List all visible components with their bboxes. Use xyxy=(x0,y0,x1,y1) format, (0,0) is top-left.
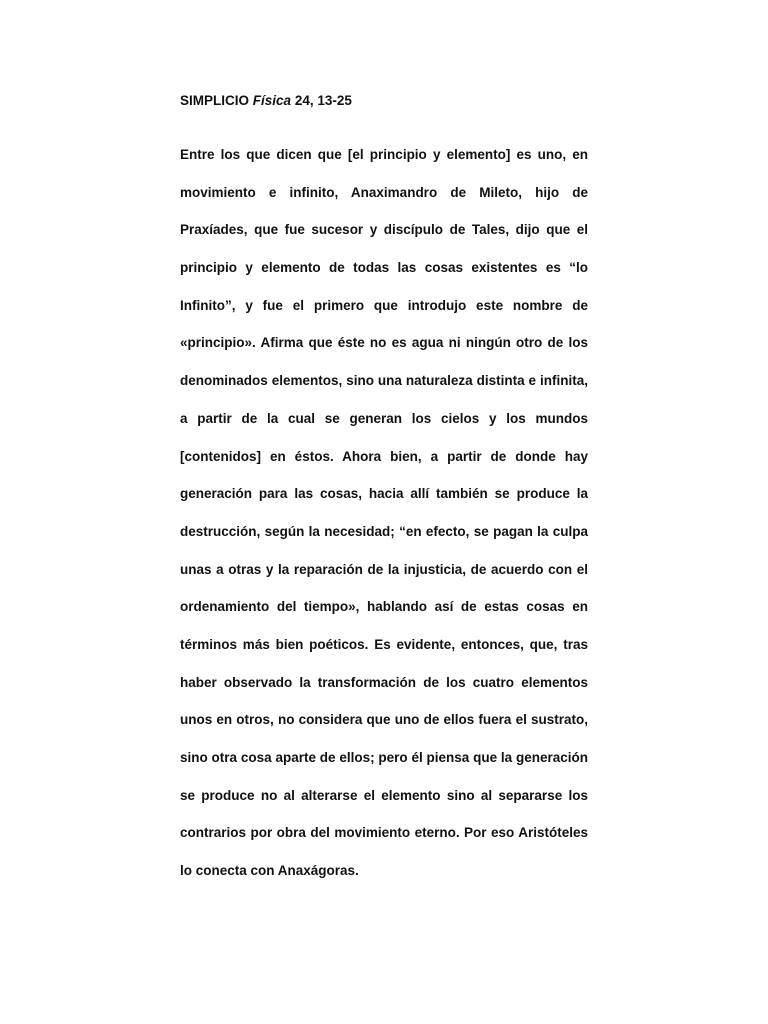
text-line: contrarios por obra del movimiento eterno. Por eso Aristóteles xyxy=(180,825,588,841)
text-line: Infinito”, y fue el primero que introdujo este nombre de xyxy=(180,297,588,313)
text-line: sino otra cosa aparte de ellos; pero él piensa que la generación xyxy=(180,750,588,765)
text-line: unos en otros, no considera que uno de ellos fuera el sustrato, xyxy=(180,712,588,728)
text-line: lo conecta con Anaxágoras. xyxy=(180,863,359,879)
text-line: Praxíades, que fue sucesor y discípulo de Tales, dijo que el xyxy=(180,222,588,238)
document-title xyxy=(180,93,352,108)
text-line: a partir de la cual se generan los cielos y los mundos xyxy=(180,410,588,426)
text-line: se produce no al alterarse el elemento sino al separarse los xyxy=(180,787,588,803)
text-line: «principio». Afirma que éste no es agua ni ningún otro de los xyxy=(180,335,588,351)
title-author: SIMPLICIO xyxy=(180,93,250,108)
text-line: haber observado la transformación de los cuatro elementos xyxy=(180,674,588,690)
text-line: movimiento e infinito, Anaximandro de Mileto, hijo de xyxy=(180,184,588,200)
text-line: ordenamiento del tiempo», hablando así de estas cosas en xyxy=(180,599,588,615)
title-reference: 24, 13-25 xyxy=(294,93,352,108)
text-line: denominados elementos, sino una naturaleza distinta e infinita, xyxy=(180,373,588,389)
text-line: destrucción, según la necesidad; “en efecto, se pagan la culpa xyxy=(180,523,588,539)
text-line: Entre los que dicen que [el principio y elemento] es uno, en xyxy=(180,147,588,162)
document-body xyxy=(180,136,588,890)
text-line: generación para las cosas, hacia allí también se produce la xyxy=(180,486,588,502)
text-line: unas a otras y la reparación de la injusticia, de acuerdo con el xyxy=(180,561,588,577)
title-work: Física xyxy=(252,93,292,108)
text-line: [contenidos] en éstos. Ahora bien, a partir de donde hay xyxy=(180,448,588,464)
text-line: principio y elemento de todas las cosas existentes es “lo xyxy=(180,260,588,276)
text-line: términos más bien poéticos. Es evidente, entonces, que, tras xyxy=(180,636,588,652)
